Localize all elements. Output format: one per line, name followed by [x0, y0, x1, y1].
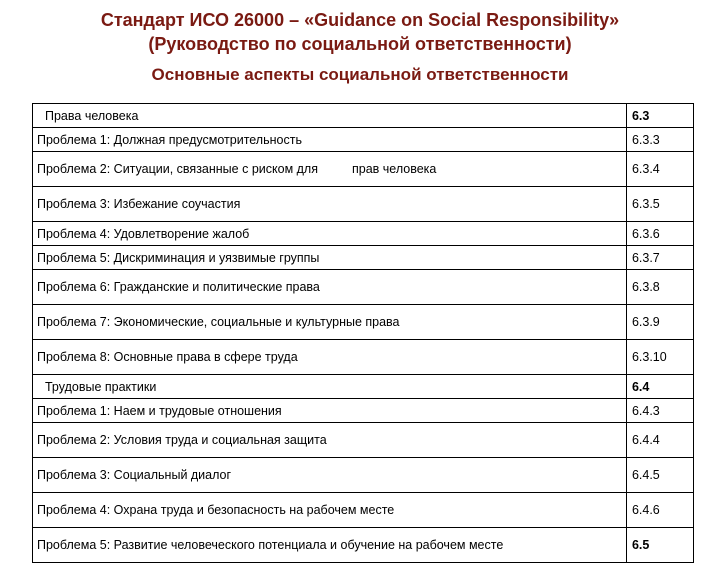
slide-subtitle: Основные аспекты социальной ответственности [151, 65, 569, 84]
issue-topic: Дискриминация и уязвимые группы [113, 250, 320, 265]
table-row [33, 222, 694, 246]
table-row [33, 528, 694, 563]
issue-code: 6.3.4 [626, 152, 693, 187]
aspects-table [32, 103, 694, 563]
issue-topic: Удовлетворение жалоб [113, 226, 250, 241]
issue-label: Проблема 1: [37, 403, 111, 418]
issue-code: 6.4.4 [626, 423, 693, 458]
issue-code: 6.3.8 [626, 270, 693, 305]
table-row [33, 246, 694, 270]
table-row [33, 187, 694, 222]
issue-topic: Основные права в сфере труда [113, 350, 298, 364]
issue-topic: Социальный диалог [113, 468, 232, 482]
table-row [33, 399, 694, 423]
issue-label: Проблема 4: [37, 503, 111, 517]
issue-code: 6.3.7 [626, 246, 693, 270]
table-row [33, 423, 694, 458]
issue-code: 6.3.6 [626, 222, 693, 246]
section-name: Трудовые практики [33, 375, 627, 399]
issue-code: 6.4.6 [626, 493, 693, 528]
issue-label: Проблема 4: [37, 226, 111, 241]
section-row-human-rights [33, 104, 694, 128]
section-row-labour-practices [33, 375, 694, 399]
section-code: 6.3 [626, 104, 693, 128]
issue-code: 6.3.3 [626, 128, 693, 152]
issue-topic: Гражданские и политические права [113, 280, 320, 294]
section-code: 6.4 [626, 375, 693, 399]
issue-label: Проблема 3: [37, 197, 111, 211]
table-row [33, 305, 694, 340]
issue-code: 6.4.5 [626, 458, 693, 493]
issue-topic-continuation: прав человека [352, 162, 437, 176]
table-row [33, 152, 694, 187]
table-row [33, 458, 694, 493]
issue-label: Проблема 8: [37, 350, 111, 364]
slide-title [0, 8, 720, 56]
title-line-2: (Руководство по социальной ответственности) [148, 34, 572, 54]
issue-label: Проблема 6: [37, 280, 111, 294]
issue-topic: Охрана труда и безопасность на рабочем месте [113, 503, 395, 517]
issue-label: Проблема 2: [37, 162, 111, 176]
issue-topic: Ситуации, связанные с риском для [113, 162, 318, 176]
issue-topic: Развитие человеческого потенциала и обучение на рабочем месте [113, 538, 504, 552]
issue-label: Проблема 5: [37, 538, 111, 552]
section-name: Права человека [33, 104, 627, 128]
issue-label: Проблема 1: [37, 132, 111, 147]
issue-topic: Наем и трудовые отношения [113, 403, 282, 418]
issue-topic: Должная предусмотрительность [113, 132, 302, 147]
table-row [33, 270, 694, 305]
issue-topic: Экономические, социальные и культурные права [113, 315, 400, 329]
issue-label: Проблема 5: [37, 250, 111, 265]
issue-topic: Избежание соучастия [113, 197, 241, 211]
issue-code: 6.3.9 [626, 305, 693, 340]
table-row [33, 128, 694, 152]
issue-label: Проблема 2: [37, 433, 111, 447]
issue-code: 6.4.3 [626, 399, 693, 423]
issue-label: Проблема 7: [37, 315, 111, 329]
issue-code: 6.5 [626, 528, 693, 563]
issue-code: 6.3.5 [626, 187, 693, 222]
table-row [33, 493, 694, 528]
issue-code: 6.3.10 [626, 340, 693, 375]
issue-label: Проблема 3: [37, 468, 111, 482]
table-row [33, 340, 694, 375]
title-line-1: Стандарт ИСО 26000 – «Guidance on Social Responsibility» [100, 10, 620, 30]
issue-topic: Условия труда и социальная защита [113, 433, 327, 447]
